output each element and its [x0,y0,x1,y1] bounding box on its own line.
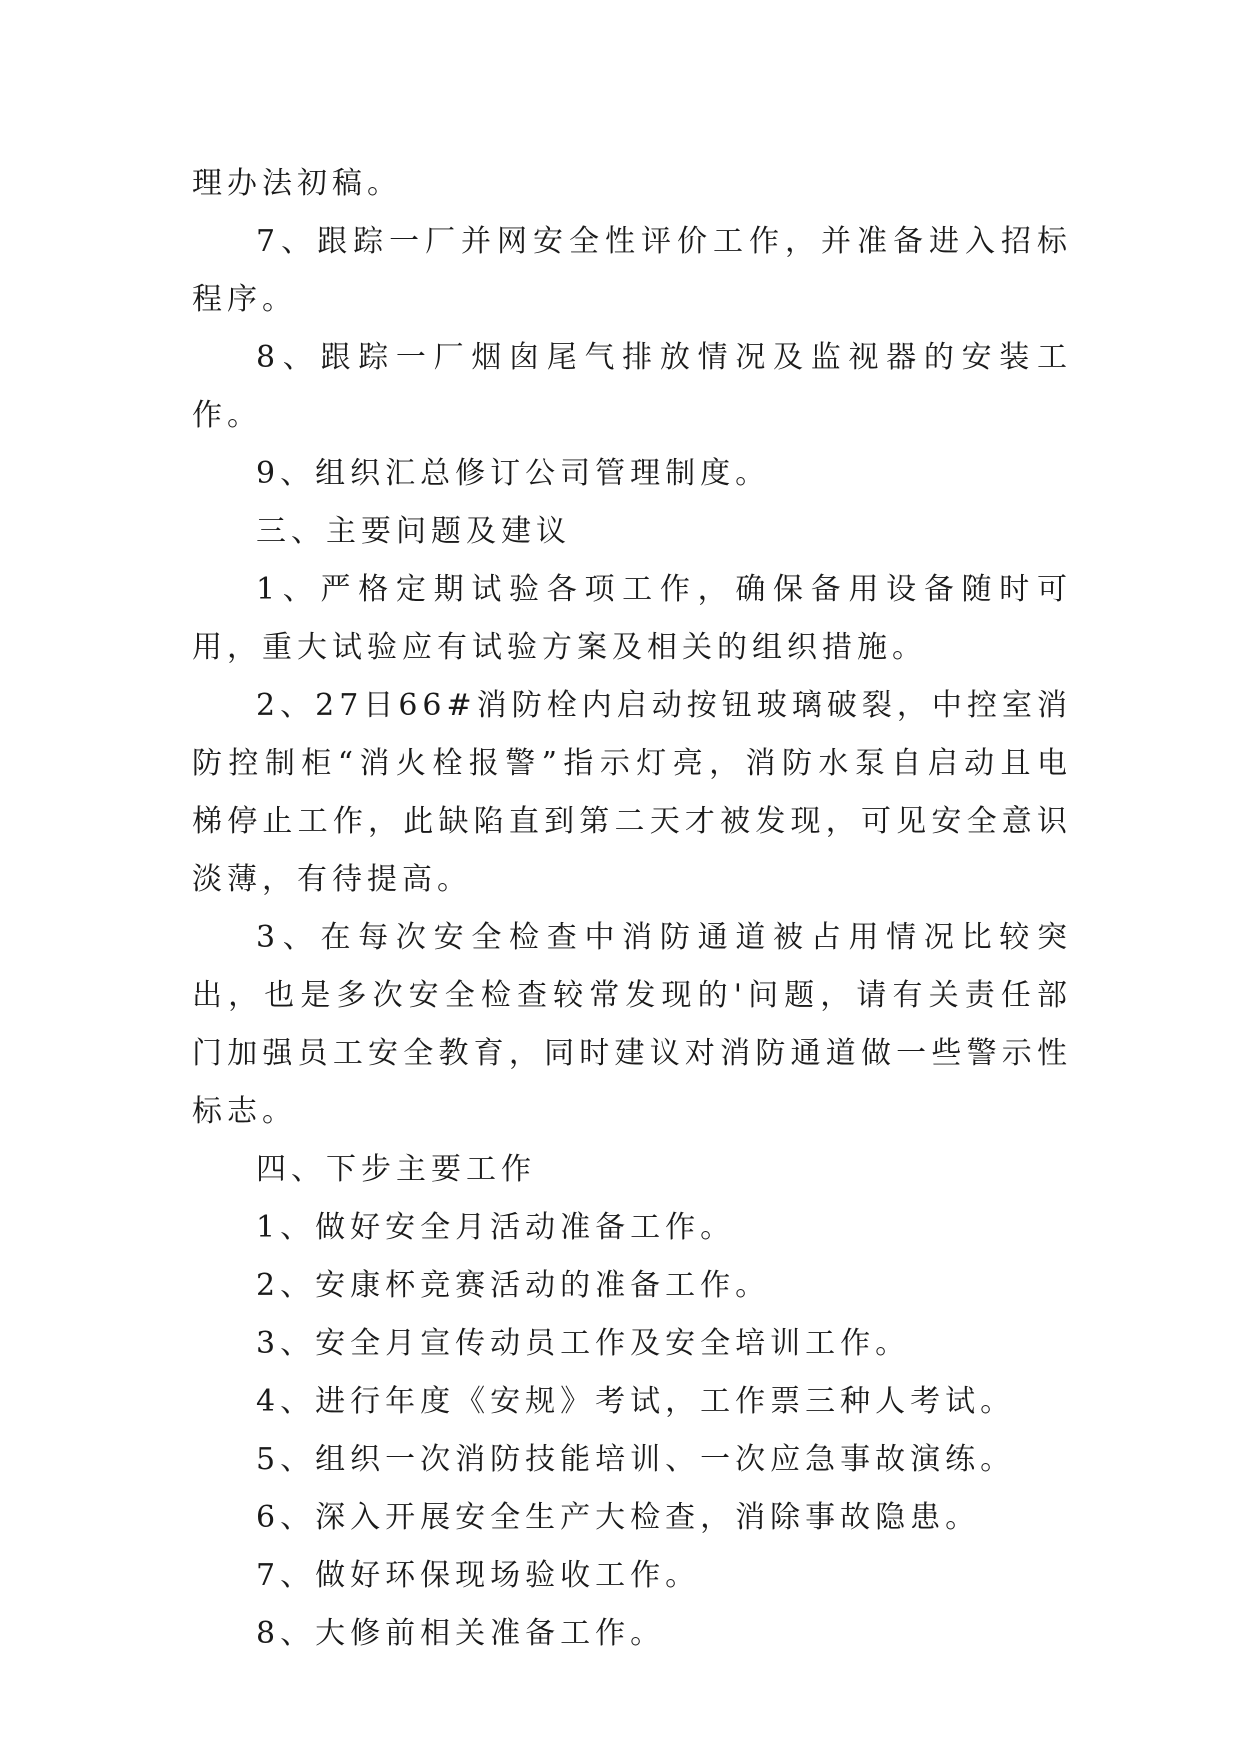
paragraph-item-8: 8、跟踪一厂烟囱尾气排放情况及监视器的安装工作。 [192,340,1072,433]
paragraph-item-7: 7、跟踪一厂并网安全性评价工作，并准备进入招标程序。 [192,224,1072,317]
next-step-item-4: 4、进行年度《安规》考试，工作票三种人考试。 [256,1384,1016,1419]
issue-item-3: 3、在每次安全检查中消防通道被占用情况比较突出，也是多次安全检查较常发现的'问题，请有关责任部门加强员工安全教育，同时建议对消防通道做一些警示性标志。 [192,920,1072,1129]
next-step-item-6: 6、深入开展安全生产大检查，消除事故隐患。 [256,1500,981,1535]
next-step-item-2: 2、安康杯竞赛活动的准备工作。 [256,1268,771,1303]
next-step-item-5: 5、组织一次消防技能培训、一次应急事故演练。 [256,1442,1016,1477]
next-step-item-3: 3、安全月宣传动员工作及安全培训工作。 [256,1326,911,1361]
paragraph-continuation: 理办法初稿。 [192,166,402,201]
next-step-item-7: 7、做好环保现场验收工作。 [256,1558,701,1593]
next-step-item-1: 1、做好安全月活动准备工作。 [256,1210,736,1245]
section-heading-issues: 三、主要问题及建议 [256,514,571,549]
section-heading-next-steps: 四、下步主要工作 [256,1152,536,1187]
issue-item-1: 1、严格定期试验各项工作，确保备用设备随时可用，重大试验应有试验方案及相关的组织措施。 [192,572,1072,665]
issue-item-2: 2、27日66#消防栓内启动按钮玻璃破裂，中控室消防控制柜“消火栓报警”指示灯亮，消防水泵自启动且电梯停止工作，此缺陷直到第二天才被发现，可见安全意识淡薄，有待提高。 [192,688,1072,897]
document-body [192,155,1072,1663]
next-step-item-8: 8、大修前相关准备工作。 [256,1616,666,1651]
paragraph-item-9: 9、组织汇总修订公司管理制度。 [256,456,771,491]
